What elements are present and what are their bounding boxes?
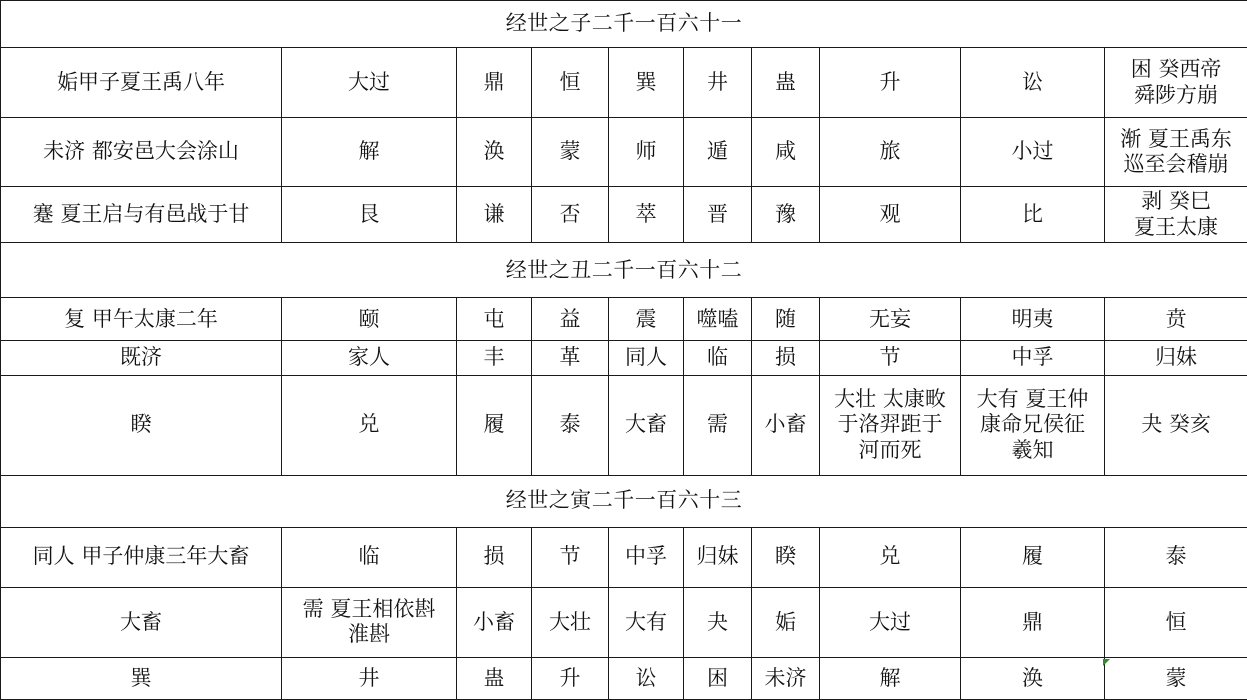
table-cell[interactable]: 解 xyxy=(282,118,457,187)
table-cell[interactable]: 夬 癸亥 xyxy=(1105,375,1247,475)
table-cell[interactable]: 谦 xyxy=(457,187,532,243)
table-cell[interactable]: 师 xyxy=(609,118,684,187)
table-cell[interactable]: 需 夏王相依斟 淮斟 xyxy=(282,587,457,657)
table-row xyxy=(1,375,1247,475)
table-cell[interactable]: 同人 甲子仲康三年大畜 xyxy=(1,527,282,587)
table-cell[interactable]: 睽 xyxy=(752,527,820,587)
table-cell[interactable]: 咸 xyxy=(752,118,820,187)
table-cell[interactable]: 遁 xyxy=(684,118,752,187)
table-cell[interactable]: 同人 xyxy=(609,341,684,375)
section-header-row xyxy=(1,1,1247,48)
table-cell[interactable]: 泰 xyxy=(1105,527,1247,587)
table-cell[interactable]: 中孚 xyxy=(609,527,684,587)
table-cell[interactable]: 升 xyxy=(820,48,961,118)
table-cell[interactable]: 井 xyxy=(282,657,457,699)
table-cell[interactable]: 屯 xyxy=(457,298,532,341)
table-cell[interactable]: 节 xyxy=(820,341,961,375)
table-cell[interactable]: 小过 xyxy=(961,118,1105,187)
table-cell[interactable]: 蒙 xyxy=(1105,657,1247,699)
table-cell[interactable]: 渐 夏王禹东 巡至会稽崩 xyxy=(1105,118,1247,187)
table-cell[interactable]: 鼎 xyxy=(457,48,532,118)
table-cell[interactable]: 蛊 xyxy=(752,48,820,118)
table-cell[interactable]: 明夷 xyxy=(961,298,1105,341)
table-cell[interactable]: 中孚 xyxy=(961,341,1105,375)
table-cell[interactable]: 大过 xyxy=(282,48,457,118)
table-cell[interactable]: 大畜 xyxy=(1,587,282,657)
table-cell[interactable]: 需 xyxy=(684,375,752,475)
table-cell[interactable]: 蛊 xyxy=(457,657,532,699)
table-cell[interactable]: 归妹 xyxy=(684,527,752,587)
table-cell[interactable]: 旅 xyxy=(820,118,961,187)
table-cell[interactable]: 讼 xyxy=(961,48,1105,118)
table-cell[interactable]: 小畜 xyxy=(457,587,532,657)
table-cell[interactable]: 大过 xyxy=(820,587,961,657)
table-cell[interactable]: 恒 xyxy=(532,48,609,118)
table-cell[interactable]: 家人 xyxy=(282,341,457,375)
table-cell[interactable]: 鼎 xyxy=(961,587,1105,657)
table-cell[interactable]: 随 xyxy=(752,298,820,341)
table-cell[interactable]: 萃 xyxy=(609,187,684,243)
comment-indicator-icon[interactable] xyxy=(1103,659,1110,666)
table-row xyxy=(1,298,1247,341)
table-cell[interactable]: 观 xyxy=(820,187,961,243)
table-cell[interactable]: 蒙 xyxy=(532,118,609,187)
table-cell[interactable]: 大壮 xyxy=(532,587,609,657)
table-cell[interactable]: 大有 夏王仲 康命兄侯征 羲知 xyxy=(961,375,1105,475)
table-cell[interactable]: 恒 xyxy=(1105,587,1247,657)
table-row xyxy=(1,527,1247,587)
table-cell[interactable]: 履 xyxy=(961,527,1105,587)
table-cell[interactable]: 泰 xyxy=(532,375,609,475)
table-cell[interactable]: 丰 xyxy=(457,341,532,375)
section-title[interactable]: 经世之丑二千一百六十二 xyxy=(1,243,1247,298)
table-cell[interactable]: 蹇 夏王启与有邑战于甘 xyxy=(1,187,282,243)
section-title[interactable]: 经世之子二千一百六十一 xyxy=(1,1,1247,48)
table-cell[interactable]: 无妄 xyxy=(820,298,961,341)
table-cell[interactable]: 颐 xyxy=(282,298,457,341)
table-row xyxy=(1,48,1247,118)
table-cell[interactable]: 解 xyxy=(820,657,961,699)
table-cell[interactable]: 巽 xyxy=(609,48,684,118)
table-cell[interactable]: 比 xyxy=(961,187,1105,243)
table-cell[interactable]: 归妹 xyxy=(1105,341,1247,375)
table-row xyxy=(1,587,1247,657)
table-cell[interactable]: 未济 都安邑大会涂山 xyxy=(1,118,282,187)
table-cell[interactable]: 复 甲午太康二年 xyxy=(1,298,282,341)
section-header-row xyxy=(1,475,1247,527)
table-cell[interactable]: 否 xyxy=(532,187,609,243)
table-cell[interactable]: 损 xyxy=(457,527,532,587)
table-row xyxy=(1,341,1247,375)
table-cell[interactable]: 困 xyxy=(684,657,752,699)
table-cell[interactable]: 益 xyxy=(532,298,609,341)
table-cell[interactable]: 剥 癸巳 夏王太康 xyxy=(1105,187,1247,243)
table-cell[interactable]: 未济 xyxy=(752,657,820,699)
table-cell[interactable]: 革 xyxy=(532,341,609,375)
table-cell[interactable]: 临 xyxy=(684,341,752,375)
table-cell[interactable]: 姤甲子夏王禹八年 xyxy=(1,48,282,118)
table-cell[interactable]: 履 xyxy=(457,375,532,475)
table-cell[interactable]: 井 xyxy=(684,48,752,118)
table-cell[interactable]: 涣 xyxy=(961,657,1105,699)
table-cell[interactable]: 损 xyxy=(752,341,820,375)
table-cell[interactable]: 贲 xyxy=(1105,298,1247,341)
table-cell[interactable]: 巽 xyxy=(1,657,282,699)
section-title[interactable]: 经世之寅二千一百六十三 xyxy=(1,475,1247,527)
table-cell[interactable]: 涣 xyxy=(457,118,532,187)
section-header-row xyxy=(1,243,1247,298)
table-cell[interactable]: 姤 xyxy=(752,587,820,657)
table-cell[interactable]: 节 xyxy=(532,527,609,587)
table-cell[interactable]: 睽 xyxy=(1,375,282,475)
table-cell[interactable]: 讼 xyxy=(609,657,684,699)
table-row xyxy=(1,187,1247,243)
table-cell[interactable]: 大畜 xyxy=(609,375,684,475)
table-cell[interactable]: 夬 xyxy=(684,587,752,657)
table-cell[interactable]: 困 癸西帝 舜陟方崩 xyxy=(1105,48,1247,118)
table-cell[interactable]: 小畜 xyxy=(752,375,820,475)
table-cell[interactable]: 大有 xyxy=(609,587,684,657)
table-row xyxy=(1,657,1247,699)
table-cell[interactable]: 豫 xyxy=(752,187,820,243)
table-cell[interactable]: 既济 xyxy=(1,341,282,375)
table-cell[interactable]: 震 xyxy=(609,298,684,341)
table-cell[interactable]: 噬嗑 xyxy=(684,298,752,341)
table-cell[interactable]: 临 xyxy=(282,527,457,587)
table-cell[interactable]: 兑 xyxy=(820,527,961,587)
table-cell[interactable]: 艮 xyxy=(282,187,457,243)
table-cell[interactable]: 升 xyxy=(532,657,609,699)
table-cell[interactable]: 大壮 太康畋 于洛羿距于 河而死 xyxy=(820,375,961,475)
table-cell[interactable]: 晋 xyxy=(684,187,752,243)
table-cell[interactable]: 兑 xyxy=(282,375,457,475)
table-row xyxy=(1,118,1247,187)
